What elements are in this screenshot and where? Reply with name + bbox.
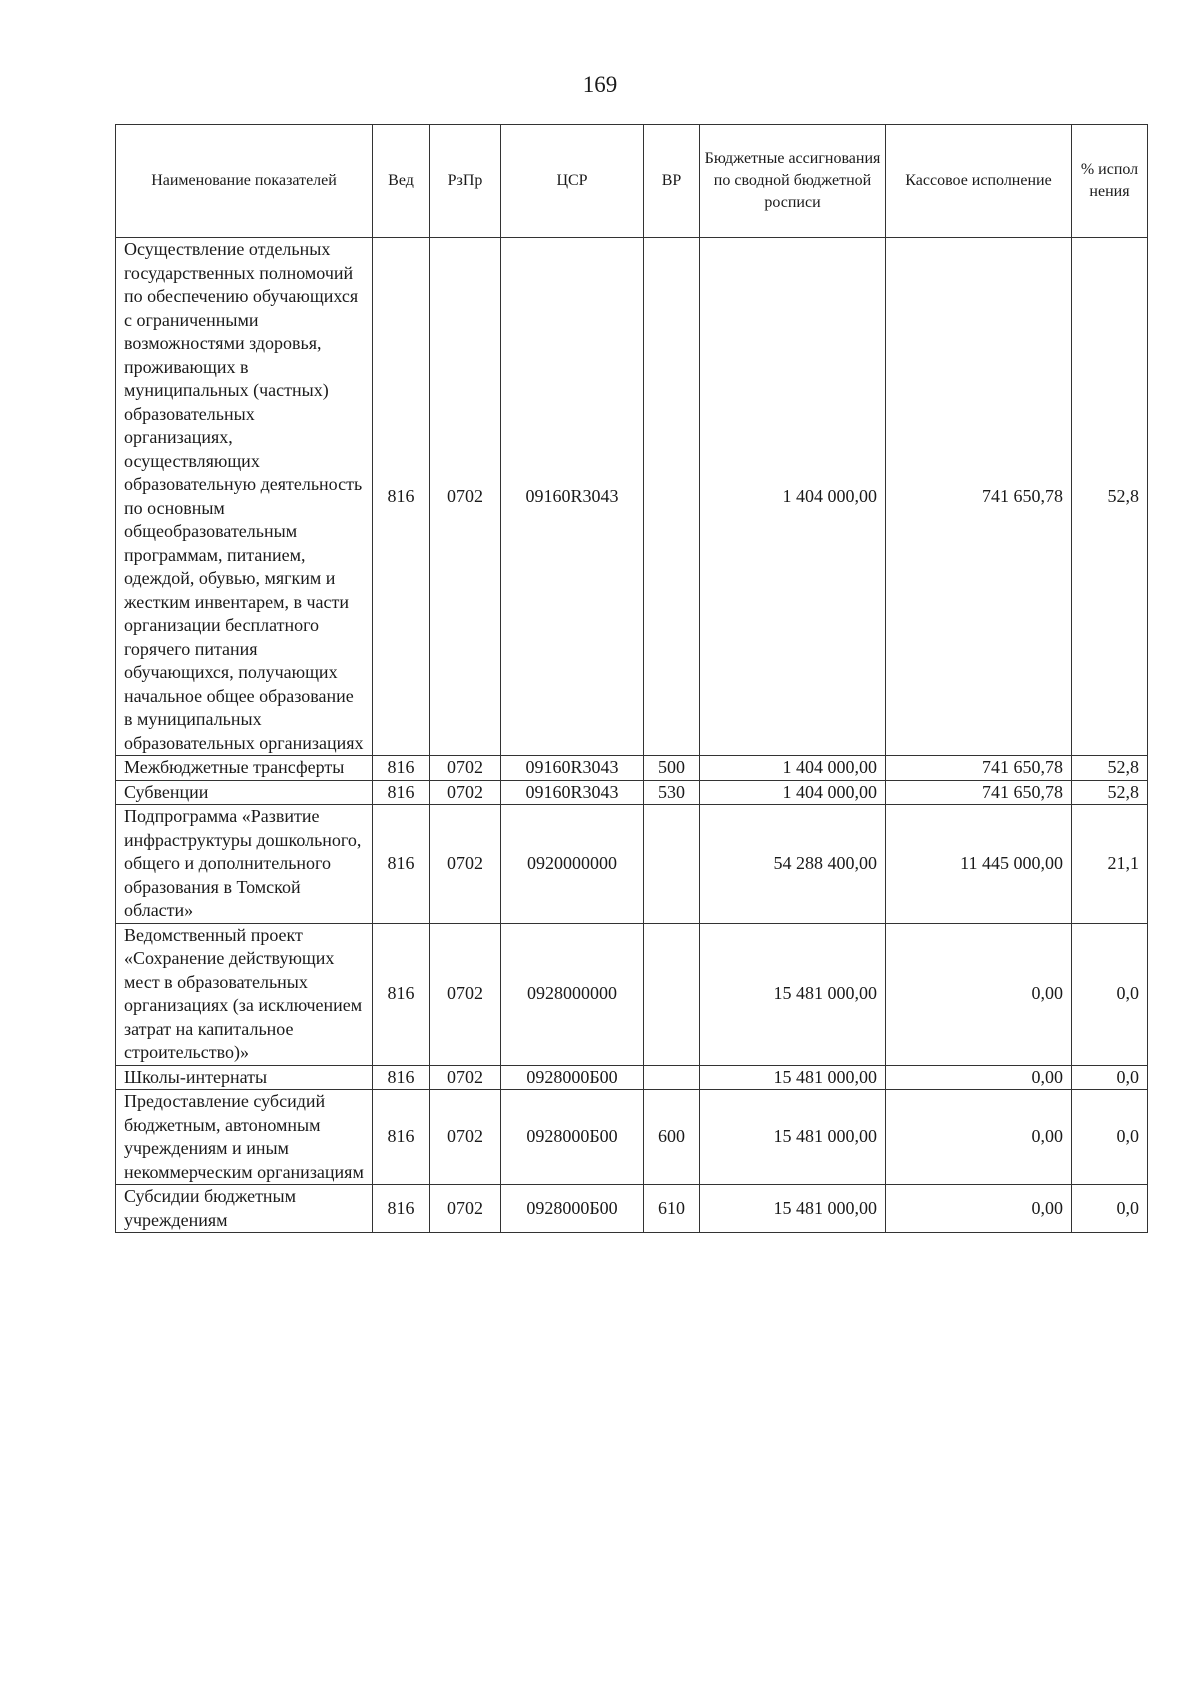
row-cash-execution: 741 650,78 [886, 780, 1072, 805]
row-name: Ведомственный проект «Сохранение действующих мест в образовательных организациях (за исключением затрат на капитальное строительство)» [116, 923, 373, 1065]
row-csr: 0928000Б00 [501, 1090, 644, 1185]
row-rzpr: 0702 [430, 1185, 501, 1233]
row-execution-percent: 52,8 [1072, 238, 1148, 756]
row-csr: 09160R3043 [501, 238, 644, 756]
row-rzpr: 0702 [430, 805, 501, 924]
row-vr: 530 [644, 780, 700, 805]
row-execution-percent: 52,8 [1072, 756, 1148, 781]
budget-execution-table [115, 124, 1148, 1233]
row-cash-execution: 741 650,78 [886, 756, 1072, 781]
row-cash-execution: 0,00 [886, 1185, 1072, 1233]
row-name: Субвенции [116, 780, 373, 805]
row-execution-percent: 0,0 [1072, 1185, 1148, 1233]
table-row [116, 1185, 1148, 1233]
row-name: Осуществление отдельных государственных полномочий по обеспечению обучающихся с ограниченными возможностями здоровья, проживающих в муниципальных (частных) образовательных организациях, осуществляющих образовательную деятельность по основным общеобразовательным программам, питанием, одеждой, обувью, мягким и жестким инвентарем, в части организации бесплатного горячего питания обучающихся, получающих начальное общее образование в муниципальных образовательных организациях [116, 238, 373, 756]
row-execution-percent: 0,0 [1072, 923, 1148, 1065]
row-cash-execution: 0,00 [886, 1090, 1072, 1185]
table-row [116, 805, 1148, 924]
row-name: Подпрограмма «Развитие инфраструктуры дошкольного, общего и дополнительного образования в Томской области» [116, 805, 373, 924]
header-rzpr: РзПр [430, 125, 501, 238]
row-cash-execution: 0,00 [886, 1065, 1072, 1090]
row-execution-percent: 52,8 [1072, 780, 1148, 805]
header-ved: Вед [373, 125, 430, 238]
row-execution-percent: 0,0 [1072, 1065, 1148, 1090]
row-csr: 09160R3043 [501, 756, 644, 781]
row-csr: 0928000000 [501, 923, 644, 1065]
row-vr: 500 [644, 756, 700, 781]
row-vr [644, 1065, 700, 1090]
table-header-row [116, 125, 1148, 238]
row-assignments: 15 481 000,00 [700, 923, 886, 1065]
row-rzpr: 0702 [430, 1065, 501, 1090]
row-ved: 816 [373, 805, 430, 924]
header-name: Наименование показателей [116, 125, 373, 238]
row-execution-percent: 21,1 [1072, 805, 1148, 924]
row-name: Предоставление субсидий бюджетным, автономным учреждениям и иным некоммерческим организациям [116, 1090, 373, 1185]
row-name: Межбюджетные трансферты [116, 756, 373, 781]
header-vr: ВР [644, 125, 700, 238]
row-ved: 816 [373, 1090, 430, 1185]
table-row [116, 238, 1148, 756]
row-rzpr: 0702 [430, 756, 501, 781]
table-row [116, 756, 1148, 781]
row-name: Школы-интернаты [116, 1065, 373, 1090]
row-cash-execution: 741 650,78 [886, 238, 1072, 756]
row-csr: 0928000Б00 [501, 1185, 644, 1233]
row-ved: 816 [373, 923, 430, 1065]
row-assignments: 15 481 000,00 [700, 1090, 886, 1185]
row-assignments: 15 481 000,00 [700, 1065, 886, 1090]
table-row [116, 923, 1148, 1065]
row-assignments: 1 404 000,00 [700, 780, 886, 805]
row-assignments: 54 288 400,00 [700, 805, 886, 924]
row-ved: 816 [373, 238, 430, 756]
row-ved: 816 [373, 1185, 430, 1233]
row-rzpr: 0702 [430, 238, 501, 756]
row-csr: 0920000000 [501, 805, 644, 924]
row-rzpr: 0702 [430, 923, 501, 1065]
row-csr: 0928000Б00 [501, 1065, 644, 1090]
row-rzpr: 0702 [430, 1090, 501, 1185]
row-vr: 600 [644, 1090, 700, 1185]
header-csr: ЦСР [501, 125, 644, 238]
row-rzpr: 0702 [430, 780, 501, 805]
row-ved: 816 [373, 1065, 430, 1090]
header-execution-percent: % испол нения [1072, 125, 1148, 238]
table-row [116, 780, 1148, 805]
row-cash-execution: 11 445 000,00 [886, 805, 1072, 924]
row-assignments: 15 481 000,00 [700, 1185, 886, 1233]
row-ved: 816 [373, 780, 430, 805]
row-cash-execution: 0,00 [886, 923, 1072, 1065]
header-cash-execution: Кассовое исполнение [886, 125, 1072, 238]
row-vr [644, 238, 700, 756]
row-name: Субсидии бюджетным учреждениям [116, 1185, 373, 1233]
table-row [116, 1065, 1148, 1090]
table-row [116, 1090, 1148, 1185]
page-number: 169 [582, 72, 618, 97]
row-assignments: 1 404 000,00 [700, 756, 886, 781]
row-csr: 09160R3043 [501, 780, 644, 805]
header-assignments: Бюджетные ассигнования по сводной бюджетной росписи [700, 125, 886, 238]
row-vr [644, 923, 700, 1065]
row-vr [644, 805, 700, 924]
row-ved: 816 [373, 756, 430, 781]
row-vr: 610 [644, 1185, 700, 1233]
row-execution-percent: 0,0 [1072, 1090, 1148, 1185]
row-assignments: 1 404 000,00 [700, 238, 886, 756]
